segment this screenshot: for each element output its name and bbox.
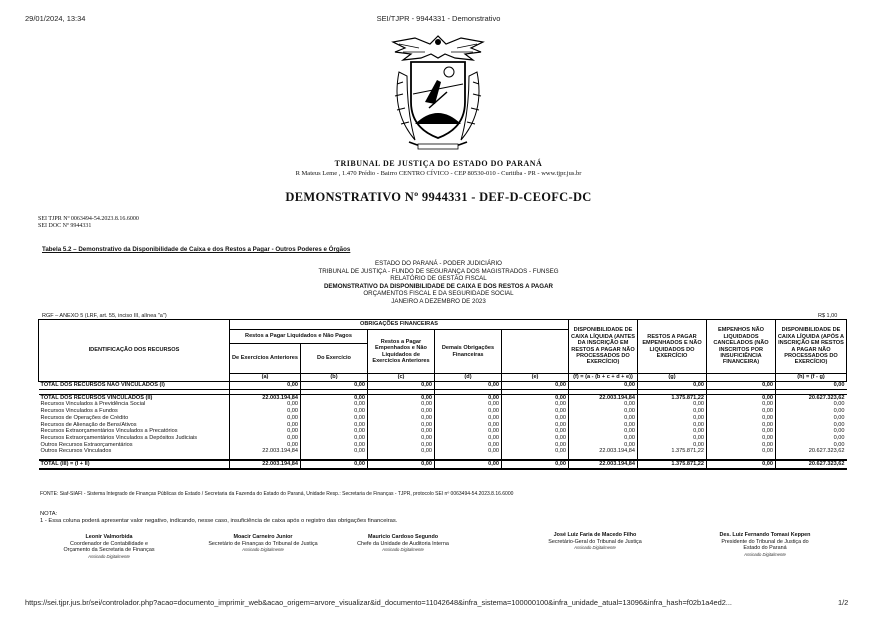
lrf-reference: RGF – ANEXO 5 (LRF, art. 55, inciso III, alínea "a") <box>42 313 167 319</box>
report-header-lines <box>0 260 877 306</box>
cell-value: 20.627.323,62 <box>776 448 847 455</box>
cell-value: 0,00 <box>301 394 368 401</box>
cell-value: 0,00 <box>776 401 847 408</box>
header-exercicios-anteriores: De Exercícios Anteriores <box>230 344 301 374</box>
cell-value: 22.003.194,84 <box>569 394 638 401</box>
cell-value: 0,00 <box>368 448 435 455</box>
table-note <box>40 511 397 525</box>
print-tab-title: SEI/TJPR - 9944331 - Demonstrativo <box>376 14 501 23</box>
cell-value: 0,00 <box>301 448 368 455</box>
cell-value: 22.003.194,84 <box>569 460 638 469</box>
cell-value: 0,00 <box>638 442 707 449</box>
parana-coat-of-arms-icon <box>385 32 491 154</box>
cell-value: 0,00 <box>435 401 502 408</box>
page-number: 1/2 <box>838 598 849 607</box>
cell-value: 0,00 <box>502 448 569 455</box>
column-code: (h) = (f - g) <box>776 374 847 382</box>
sei-process-number: SEI TJPR Nº 0063494-54.2023.8.16.6000 <box>38 216 139 222</box>
cell-value: 0,00 <box>569 408 638 415</box>
header-obrigacoes: OBRIGAÇÕES FINANCEIRAS <box>230 320 569 330</box>
cell-value: 0,00 <box>301 382 368 390</box>
cell-value: 0,00 <box>707 460 776 469</box>
row-label: Recursos de Alienação de Bens/Ativos <box>40 421 137 428</box>
cell-value: 0,00 <box>502 428 569 435</box>
table-row <box>39 408 847 415</box>
column-code <box>707 374 776 382</box>
cell-value: 0,00 <box>502 382 569 390</box>
row-label: Recursos Vinculados a Fundos <box>40 408 118 415</box>
row-label: Recursos de Operações de Crédito <box>40 414 129 421</box>
column-code: (g) <box>638 374 707 382</box>
cell-value: 0,00 <box>368 401 435 408</box>
signer-role: Chefe da Unidade de Auditoria Interna <box>357 540 449 547</box>
row-label: Recursos Extraorçamentários Vinculados a Depósitos Judiciais <box>40 434 198 441</box>
cell-value: 0,00 <box>230 428 301 435</box>
cell-value: 0,00 <box>707 394 776 401</box>
cell-value: 0,00 <box>230 442 301 449</box>
header-rp-liquidados: Restos a Pagar Liquidados e Não Pagos <box>230 330 368 344</box>
row-label: TOTAL DOS RECURSOS VINCULADOS (II) <box>39 394 230 401</box>
column-code: (d) <box>435 374 502 382</box>
cell-value: 0,00 <box>707 442 776 449</box>
signer-name: Moacir Carneiro Junior <box>233 534 293 540</box>
currency-unit: R$ 1,00 <box>818 313 838 319</box>
table-row <box>39 460 847 469</box>
cell-value: 0,00 <box>230 408 301 415</box>
cell-value: 0,00 <box>230 422 301 429</box>
cell-value: 0,00 <box>301 435 368 442</box>
signer-role: Secretário-Geral do Tribunal de Justiça <box>548 538 642 545</box>
cell-value: 0,00 <box>569 401 638 408</box>
row-label: TOTAL (III) = (I + II) <box>39 460 230 469</box>
document-title: DEMONSTRATIVO Nº 9944331 - DEF-D-CEOFC-DC <box>285 190 592 204</box>
signer-role: Presidente do Tribunal de Justiça do <box>721 538 809 545</box>
cell-value: 0,00 <box>368 460 435 469</box>
cell-value: 0,00 <box>707 435 776 442</box>
cell-value: 0,00 <box>776 415 847 422</box>
cell-value: 0,00 <box>638 428 707 435</box>
cell-value: 0,00 <box>368 428 435 435</box>
cell-value: 0,00 <box>502 408 569 415</box>
report-line: RELATÓRIO DE GESTÃO FISCAL <box>390 275 487 283</box>
signer-name: Mauricio Cardoso Segundo <box>367 534 439 540</box>
cell-value: 22.003.194,84 <box>230 460 301 469</box>
header-do-exercicio: Do Exercício <box>301 344 368 374</box>
cell-value: 0,00 <box>502 422 569 429</box>
header-disp-bruta: DISPONIBILIDADE DE CAIXA LÍQUIDA (ANTES DA INSCRIÇÃO EM RESTOS A PAGAR NÃO PROCESSADOS DO EXERCÍCIO) <box>569 320 638 374</box>
cell-value: 0,00 <box>230 382 301 390</box>
cell-value: 22.003.194,84 <box>230 448 301 455</box>
cell-value: 0,00 <box>569 435 638 442</box>
signature <box>333 534 473 554</box>
note-text: 1 - Essa coluna poderá apresentar valor negativo, indicando, nesse caso, insuficiência de caixa após o registro das obrigações financeiras. <box>40 518 398 524</box>
signer-role: Orçamento da Secretaria de Finanças <box>63 547 155 554</box>
signature <box>700 532 830 558</box>
signer-role: Secretário de Finanças do Tribunal de Justiça <box>208 540 318 547</box>
table-title: Tabela 5.2 – Demonstrativo da Disponibilidade de Caixa e dos Restos a Pagar - Outros Poderes e Órgãos <box>42 246 351 253</box>
cell-value: 0,00 <box>569 382 638 390</box>
cell-value: 0,00 <box>435 415 502 422</box>
cell-value: 0,00 <box>230 401 301 408</box>
table-source: FONTE: Siaf-SIAFI - Sistema Integrado de Finanças Públicas do Estado / Secretaria da Fazenda do Estado do Paraná, Unidade Resp.: Secretaria de Finanças - TJPR, protocolo SEI nº 0063494-54.2023.8.16.6000 <box>40 491 514 497</box>
column-code: (b) <box>301 374 368 382</box>
organization-address: R Mateus Leme , 1.470 Prédio - Bairro CENTRO CÍVICO - CEP 80530-010 - Curitiba - PR - www.tjpr.jus.br <box>295 170 582 177</box>
digital-signature-note: Assinado Digitalmente <box>242 547 284 553</box>
row-label: Outros Recursos Vinculados <box>40 448 112 455</box>
cell-value: 0,00 <box>776 428 847 435</box>
cell-value: 0,00 <box>707 428 776 435</box>
report-line: TRIBUNAL DE JUSTIÇA - FUNDO DE SEGURANÇA DOS MAGISTRADOS - FUNSEG <box>318 267 559 275</box>
cell-value: 0,00 <box>435 428 502 435</box>
cell-value: 1.375.871,22 <box>638 394 707 401</box>
signature <box>48 534 170 560</box>
cell-value: 0,00 <box>301 428 368 435</box>
cell-value: 20.627.323,62 <box>776 460 847 469</box>
cell-value: 0,00 <box>435 422 502 429</box>
report-line: ORÇAMENTOS FISCAL E DA SEGURIDADE SOCIAL <box>363 290 514 298</box>
cell-value: 0,00 <box>776 435 847 442</box>
table-row <box>39 415 847 422</box>
cell-value: 0,00 <box>435 382 502 390</box>
cell-value: 0,00 <box>368 394 435 401</box>
cell-value: 0,00 <box>502 435 569 442</box>
header-rp-empenhados: Restos a Pagar Empenhados e Não Liquidados de Exercícios Anteriores <box>368 330 435 374</box>
cell-value: 0,00 <box>502 460 569 469</box>
cell-value: 0,00 <box>301 415 368 422</box>
cell-value: 0,00 <box>776 408 847 415</box>
cell-value: 0,00 <box>502 401 569 408</box>
digital-signature-note: Assinado Digitalmente <box>382 547 424 553</box>
cell-value: 0,00 <box>435 448 502 455</box>
report-line: DEMONSTRATIVO DA DISPONIBILIDADE DE CAIXA E DOS RESTOS A PAGAR <box>323 282 554 290</box>
table-row <box>39 401 847 408</box>
cell-value: 0,00 <box>230 415 301 422</box>
column-code: (e) <box>502 374 569 382</box>
cell-value: 0,00 <box>776 422 847 429</box>
cell-value: 0,00 <box>435 394 502 401</box>
sei-document-number: SEI DOC Nº 9944331 <box>38 223 92 229</box>
organization-name: TRIBUNAL DE JUSTIÇA DO ESTADO DO PARANÁ <box>334 159 543 168</box>
signer-name: Des. Luiz Fernando Tomasi Keppen <box>719 532 811 538</box>
cell-value: 0,00 <box>707 382 776 390</box>
cell-value: 0,00 <box>569 422 638 429</box>
cell-value: 0,00 <box>638 401 707 408</box>
signature <box>183 534 343 554</box>
cell-value: 0,00 <box>502 415 569 422</box>
cell-value: 1.375.871,22 <box>638 460 707 469</box>
digital-signature-note: Assinado Digitalmente <box>744 551 786 557</box>
cell-value: 0,00 <box>368 435 435 442</box>
table-row <box>39 382 847 390</box>
cell-value: 22.003.194,84 <box>569 448 638 455</box>
cell-value: 0,00 <box>435 408 502 415</box>
row-label: TOTAL DOS RECURSOS NÃO VINCULADOS (I) <box>39 382 230 390</box>
header-identificacao: IDENTIFICAÇÃO DOS RECURSOS <box>39 320 230 382</box>
cell-value: 0,00 <box>368 422 435 429</box>
cell-value: 0,00 <box>638 382 707 390</box>
cell-value: 0,00 <box>435 435 502 442</box>
cell-value: 22.003.194,84 <box>230 394 301 401</box>
cell-value: 0,00 <box>638 415 707 422</box>
table-row <box>39 422 847 429</box>
print-datetime: 29/01/2024, 13:34 <box>25 14 86 23</box>
digital-signature-note: Assinado Digitalmente <box>574 545 616 551</box>
cell-value: 0,00 <box>707 422 776 429</box>
row-label: Outros Recursos Extraorçamentários <box>40 441 133 448</box>
cell-value: 0,00 <box>707 408 776 415</box>
row-label: Recursos Extraorçamentários Vinculados a Precatórios <box>40 428 178 435</box>
cell-value: 0,00 <box>707 401 776 408</box>
note-title: NOTA: <box>40 511 58 517</box>
cell-value: 0,00 <box>502 442 569 449</box>
cash-availability-table <box>38 319 847 470</box>
column-code: (c) <box>368 374 435 382</box>
signer-role: Estado do Paraná <box>743 545 787 552</box>
cell-value: 0,00 <box>569 415 638 422</box>
header-empenhos-cancelados: EMPENHOS NÃO LIQUIDADOS CANCELADOS (NÃO INSCRITOS POR INSUFICIÊNCIA FINANCEIRA) <box>707 320 776 374</box>
signature <box>517 532 673 552</box>
cell-value: 0,00 <box>638 422 707 429</box>
cell-value: 0,00 <box>776 442 847 449</box>
cell-value: 0,00 <box>301 408 368 415</box>
cell-value: 0,00 <box>368 382 435 390</box>
cell-value: 0,00 <box>301 401 368 408</box>
header-disp-liquida: DISPONIBILIDADE DE CAIXA LÍQUIDA (APÓS A INSCRIÇÃO EM RESTOS A PAGAR NÃO PROCESSADOS DO EXERCÍCIO) <box>776 320 847 374</box>
signer-name: José Luiz Faria de Macedo Filho <box>553 532 637 538</box>
cell-value: 0,00 <box>638 408 707 415</box>
table-row <box>39 448 847 455</box>
cell-value: 0,00 <box>301 460 368 469</box>
cell-value: 0,00 <box>368 442 435 449</box>
row-label: Recursos Vinculados à Previdência Social <box>40 401 146 408</box>
cell-value: 0,00 <box>707 415 776 422</box>
signer-name: Leonir Valmorbida <box>85 534 133 540</box>
cell-value: 0,00 <box>502 394 569 401</box>
cell-value: 0,00 <box>569 442 638 449</box>
cell-value: 0,00 <box>776 382 847 390</box>
report-line: JANEIRO A DEZEMBRO DE 2023 <box>391 297 486 305</box>
column-code: (a) <box>230 374 301 382</box>
cell-value: 0,00 <box>638 435 707 442</box>
table-row <box>39 428 847 435</box>
cell-value: 0,00 <box>301 422 368 429</box>
cell-value: 1.375.871,22 <box>638 448 707 455</box>
digital-signature-note: Assinado Digitalmente <box>88 553 130 559</box>
header-rp-exercicio: RESTOS A PAGAR EMPENHADOS E NÃO LIQUIDADOS DO EXERCÍCIO <box>638 320 707 374</box>
table-row <box>39 435 847 442</box>
cell-value: 0,00 <box>368 408 435 415</box>
cell-value: 0,00 <box>569 428 638 435</box>
table-row <box>39 394 847 401</box>
cell-value: 20.627.323,62 <box>776 394 847 401</box>
page-url: https://sei.tjpr.jus.br/sei/controlador.php?acao=documento_imprimir_web&acao_origem=arvore_visualizar&id_documento=11042648&infra_sistema=100000100&infra_unidade_atual=13096&infra_hash=f02b1a4ed2... <box>25 598 732 607</box>
cell-value: 0,00 <box>435 442 502 449</box>
column-code: (f) = (a - (b + c + d + e)) <box>569 374 638 382</box>
header-demais: Demais Obrigações Financeiras <box>435 330 502 374</box>
cell-value: 0,00 <box>368 415 435 422</box>
cell-value: 0,00 <box>707 448 776 455</box>
cell-value: 0,00 <box>230 435 301 442</box>
signer-role: Coordenador de Contabilidade e <box>70 540 148 547</box>
cell-value: 0,00 <box>301 442 368 449</box>
cell-value: 0,00 <box>435 460 502 469</box>
report-line: ESTADO DO PARANÁ - PODER JUDICIÁRIO <box>375 260 502 267</box>
table-row <box>39 442 847 449</box>
